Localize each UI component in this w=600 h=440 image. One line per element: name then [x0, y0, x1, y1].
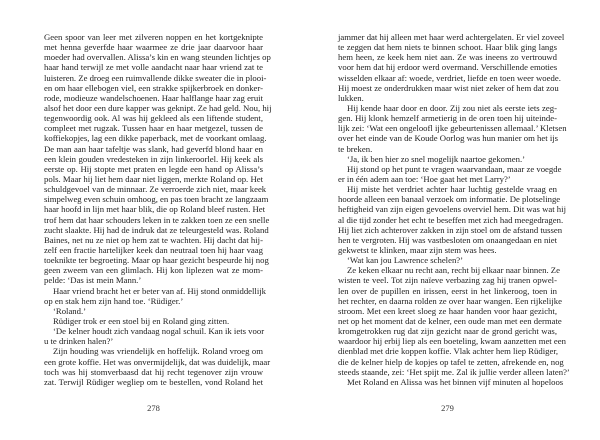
text-line: Hij kende haar door en door. Zij zou niet als eerste iets zeg-: [347, 102, 557, 113]
text-line: een grote koffie. Het was onvermijdelijk, dat was duidelijk, maar: [44, 356, 271, 367]
text-line: hoorde alleen een banaal verzoek om informatie. De plotselinge: [338, 194, 561, 205]
text-line: Rüdiger trok er een stoel bij en Roland ging zitten.: [53, 315, 230, 326]
paragraph: [44, 316, 263, 326]
page-number-right: 279: [441, 403, 454, 413]
text-line: compleet met rugzak. Tussen haar en haar metgezel, tussen de: [44, 123, 263, 134]
text-line: eerste op. Hij stopte met praten en legde een hand op Alissa’s: [44, 163, 263, 174]
text-line: Hij liet zich achterover zakken in zijn stoel om de afstand tussen: [338, 224, 563, 235]
text-line: lukken.: [338, 92, 364, 103]
text-line: een klein gouden vredesteken in zijn linkeroorlel. Hij keek als: [44, 153, 263, 164]
text-line: er in één adem aan toe: ‘Hoe gaat het met Larry?’: [338, 173, 511, 184]
text-line: tegenwoordig ook. Al was hij gekleed als een liftende student,: [44, 113, 263, 124]
text-line: u te drinken halen?’: [44, 336, 114, 347]
text-line: ‘Wat kan jou Lawrence schelen?’: [347, 255, 464, 266]
text-line: Geen spoor van leer met zilveren noppen en het kortgeknipte: [44, 32, 263, 42]
paragraph: [44, 285, 267, 306]
paragraph: [338, 184, 566, 255]
text-line: voor hem dat hij erdoor werd overmand. Verschillende emoties: [338, 62, 558, 73]
text-line: trof hem dat haar schouders leken in te zakken toen ze een snelle: [44, 214, 270, 225]
text-line: zelf een fractie hartelijker keek dan neutraal toen hij haar vaag: [44, 244, 263, 255]
text-line: pelde: ‘Das ist mein Mann.’: [44, 275, 142, 286]
text-line: pols. Maar hij liet hem daar niet liggen, merkte Roland op. Het: [44, 173, 263, 184]
text-line: kromgetrokken rug dat zijn gezicht naar de grond gericht was,: [338, 326, 557, 337]
text-line: dienblad met drie koppen koffie. Vlak achter hem liep Rüdiger,: [338, 346, 559, 357]
text-line: toeknikte ter begroeting. Maar op haar gezicht bespeurde hij nog: [44, 255, 269, 266]
text-line: toch was hij stomverbaasd dat hij recht tegenover zijn vrouw: [44, 366, 263, 377]
text-line: schuldgevoel van de minnaar. Ze verroerde zich niet, maar keek: [44, 184, 267, 195]
text-line: jammer dat hij alleen met haar werd achtergelaten. Er viel zoveel: [338, 32, 565, 42]
text-line: zucht slaakte. Hij had de indruk dat ze teleurgesteld was. Roland: [44, 224, 269, 235]
text-line: gen. Hij klonk hemzelf armetierig in de oren toen hij uiteinde-: [338, 113, 557, 124]
text-line: stroom. Met een kreet sloeg ze haar handen voor haar gezicht,: [338, 305, 557, 316]
text-line: rode, modieuze wandelschoenen. Haar halflange haar zag eruit: [44, 92, 263, 103]
text-line: die de kelner hielp de kopjes op tafel te zetten, afrekende en, nog: [338, 356, 564, 367]
text-line: koffiekopjes, lag een dikke paperback, met de voorkant omlaag.: [44, 133, 267, 144]
text-line: zat. Terwijl Rüdiger wegliep om te bestellen, vond Roland het: [44, 376, 263, 387]
left-page-text: [44, 32, 272, 387]
paragraph: [338, 265, 570, 377]
text-line: simpelweg even schuin omhoog, en pas toen bracht ze langzaam: [44, 194, 269, 205]
text-line: te zeggen dat hem niets te binnen schoot. Haar blik ging langs: [338, 42, 557, 53]
text-line: geen zweem van een glimlach. Hij kon liplezen wat ze mom-: [44, 265, 263, 276]
text-line: De man aan haar tafeltje was slank, had geverfd blond haar en: [44, 143, 263, 154]
text-line: al die tijd zonder het echt te beseffen met zich had meegedragen.: [338, 214, 564, 225]
text-line: Met Roland en Alissa was het binnen vijf minuten al hopeloos: [347, 376, 564, 387]
text-line: hen te vergroten. Hij was vastbesloten om onaangedaan en niet: [338, 234, 557, 245]
text-line: net op het moment dat de kelner, een oude man met een dermate: [338, 315, 562, 326]
text-line: Hij miste het verdriet achter haar luchtig gestelde vraag en: [347, 184, 557, 195]
paragraph: [338, 32, 565, 103]
text-line: te breken.: [338, 143, 373, 154]
text-line: len over de pupillen en irissen, eerst in het linkeroog, toen in: [338, 285, 557, 296]
text-line: wisselden elkaar af: woede, verdriet, liefde en toen weer woede.: [338, 72, 561, 83]
paragraph: [338, 102, 567, 154]
text-line: ‘Ja, ik ben hier zo snel mogelijk naartoe gekomen.’: [347, 153, 526, 164]
text-line: gekwetst te klinken, maar zijn stem was hees.: [338, 244, 497, 255]
text-line: hem heen, ze keek hem niet aan. Ze was ineens zo vertrouwd: [338, 52, 557, 63]
paragraph: [44, 32, 272, 286]
text-line: ‘Roland.’: [53, 305, 87, 316]
text-line: lijk zei: ‘Wat een ongeloofl ijke gebeurtenissen allemaal.’ Kletsen: [338, 123, 567, 134]
paragraph: [338, 154, 557, 164]
text-line: haar hoofd in lijn met haar blik, die op Roland bleef rusten. Het: [44, 204, 265, 215]
text-line: met henna geverfde haar waarmee ze drie jaar daarvoor haar: [44, 42, 263, 53]
page-number-left: 278: [147, 403, 160, 413]
text-line: wisten te veel. Tot zijn naïeve verbazing zag hij tranen opwel-: [338, 275, 557, 286]
paragraph: [44, 346, 271, 387]
text-line: Zijn houding was vriendelijk en hoffelijk. Roland vroeg om: [53, 346, 263, 357]
text-line: moeder had overvallen. Alissa’s kin en wang steunden lichtjes op: [44, 52, 271, 63]
paragraph: [44, 306, 263, 316]
text-line: luisteren. Ze droeg een ruimvallende dikke sweater die in plooi-: [44, 72, 267, 83]
text-line: ‘De kelner houdt zich vandaag nogal schuil. Kan ik iets voor: [53, 326, 265, 337]
paragraph: [44, 326, 263, 346]
text-line: Ze keken elkaar nu recht aan, recht bij elkaar naar binnen. Ze: [347, 265, 560, 276]
text-line: over het einde van de Koude Oorlog was hun manier om het ijs: [338, 133, 559, 144]
text-line: het rechter, en daarna rolden ze over haar wangen. Een rijkelijke: [338, 295, 562, 306]
paragraph: [338, 255, 557, 265]
paragraph: [338, 376, 564, 387]
text-line: waardoor hij erbij liep als een boeteling, kwam aanzetten met een: [338, 336, 566, 347]
text-line: Haar vriend bracht het er beter van af. Hij stond onmiddellijk: [53, 285, 267, 296]
text-line: Hij stond op het punt te vragen waarvandaan, maar ze voegde: [347, 163, 562, 174]
paragraph: [338, 163, 562, 184]
text-line: haar hand terwijl ze met volle aandacht naar haar vriend zat te: [44, 62, 263, 73]
text-line: heftigheid van zijn eigen gevoelens overviel hem. Dit was wat hij: [338, 204, 566, 215]
text-line: en om haar ellebogen viel, een strakke spijkerbroek en donker-: [44, 82, 263, 93]
text-line: Baines, net nu ze niet op hem zat te wachten. Hij dacht dat hij-: [44, 234, 263, 245]
text-line: steeds staande, zei: ‘Het spijt me. Zal ik jullie verder alleen laten?’: [338, 366, 570, 377]
right-page-text: [338, 32, 570, 387]
text-line: op en stak hem zijn hand toe. ‘Rüdiger.’: [44, 295, 184, 306]
text-line: Hij moest ze onderdrukken maar wist niet zeker of hem dat zou: [338, 82, 559, 93]
text-line: alsof het door een dure kapper was geknipt. Ze had geld. Nou, hij: [44, 102, 272, 113]
